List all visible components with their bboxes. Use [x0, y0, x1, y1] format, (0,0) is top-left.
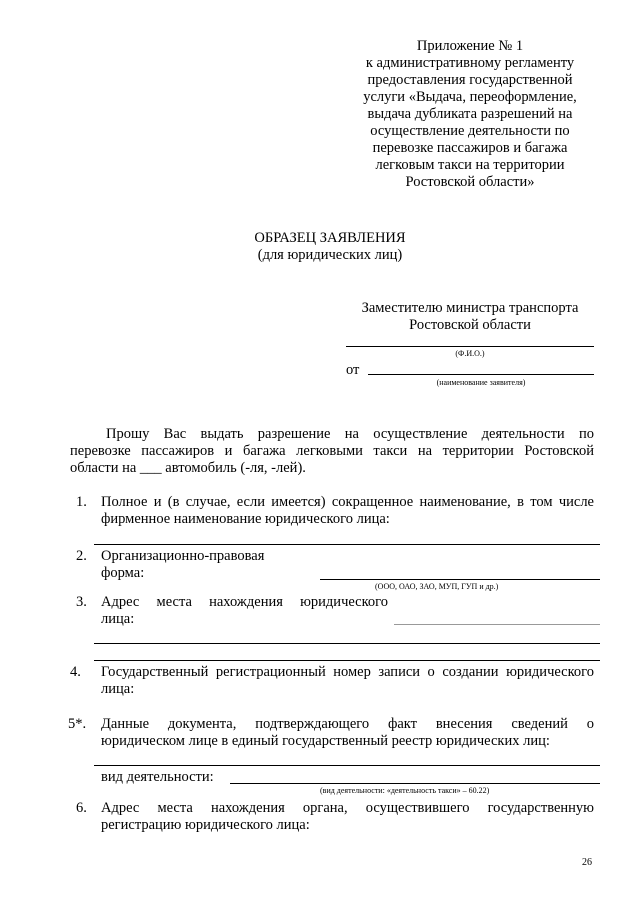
item-text: фирменное наименование юридического лица: — [101, 511, 390, 527]
document-title: ОБРАЗЕЦ ЗАЯВЛЕНИЯ — [254, 230, 406, 246]
item-text: Организационно-правовая — [101, 548, 265, 564]
item3-field-line[interactable] — [94, 643, 600, 644]
addressee-line: Ростовской области — [409, 317, 531, 333]
from-label: от — [346, 362, 360, 378]
activity-field-line[interactable] — [230, 783, 600, 784]
item-text: юридическом лице в единый государственный реестр юридических лиц: — [101, 733, 550, 749]
fio-field-line[interactable] — [346, 346, 594, 347]
item2-field-line[interactable] — [320, 579, 600, 580]
item-number: 6. — [76, 800, 87, 816]
appendix-line: легковым такси на территории — [375, 157, 565, 173]
item-text: Данные документа, подтверждающего факт внесения сведений о — [101, 716, 594, 732]
appendix-line: выдача дубликата разрешений на — [367, 106, 573, 122]
appendix-block — [340, 38, 600, 191]
item-number: 3. — [76, 594, 87, 610]
intro-line: Прошу Вас выдать разрешение на осуществление деятельности по — [106, 426, 594, 442]
appendix-line: услуги «Выдача, переоформление, — [363, 89, 577, 105]
intro-line: перевозке пассажиров и багажа легковыми такси на территории Ростовской — [70, 443, 594, 459]
item-number: 2. — [76, 548, 87, 564]
appendix-line: Ростовской области» — [405, 174, 535, 190]
item-number: 1. — [76, 494, 87, 510]
appendix-line: перевозке пассажиров и багажа — [372, 140, 568, 156]
appendix-line: предоставления государственной — [367, 72, 573, 88]
item-text: Адрес места нахождения органа, осуществившего государственную — [101, 800, 594, 816]
applicant-field-line[interactable] — [368, 374, 594, 375]
item1-field-line[interactable] — [94, 544, 600, 545]
item2-caption: (ООО, ОАО, ЗАО, МУП, ГУП и др.) — [375, 582, 499, 591]
page-number: 26 — [582, 857, 592, 868]
item-text: лица: — [101, 681, 135, 697]
item3-field-line[interactable] — [394, 624, 600, 625]
applicant-caption: (наименование заявителя) — [436, 378, 526, 387]
document-subtitle: (для юридических лиц) — [257, 247, 403, 263]
appendix-line: Приложение № 1 — [416, 38, 524, 54]
appendix-line: осуществление деятельности по — [370, 123, 570, 139]
item-text: форма: — [101, 565, 145, 581]
activity-caption: (вид деятельности: «деятельность такси» – 60.22) — [320, 786, 490, 795]
fio-caption: (Ф.И.О.) — [455, 349, 485, 358]
appendix-line: к административному регламенту — [365, 55, 575, 71]
item-text: лица: — [101, 611, 135, 627]
item-text: Адрес места нахождения юридического — [101, 594, 388, 610]
item-text: Государственный регистрационный номер записи о создании юридического — [101, 664, 594, 680]
item-text: регистрацию юридического лица: — [101, 817, 310, 833]
activity-label: вид деятельности: — [101, 769, 214, 785]
item-number: 4. — [70, 664, 81, 680]
item5-field-line[interactable] — [94, 765, 600, 766]
intro-line: области на ___ автомобиль (-ля, -лей). — [70, 460, 306, 476]
item-text: Полное и (в случае, если имеется) сокращенное наименование, в том числе — [101, 494, 594, 510]
item3-field-line[interactable] — [94, 660, 600, 661]
item-number: 5*. — [68, 716, 87, 732]
addressee-line: Заместителю министра транспорта — [361, 300, 579, 316]
